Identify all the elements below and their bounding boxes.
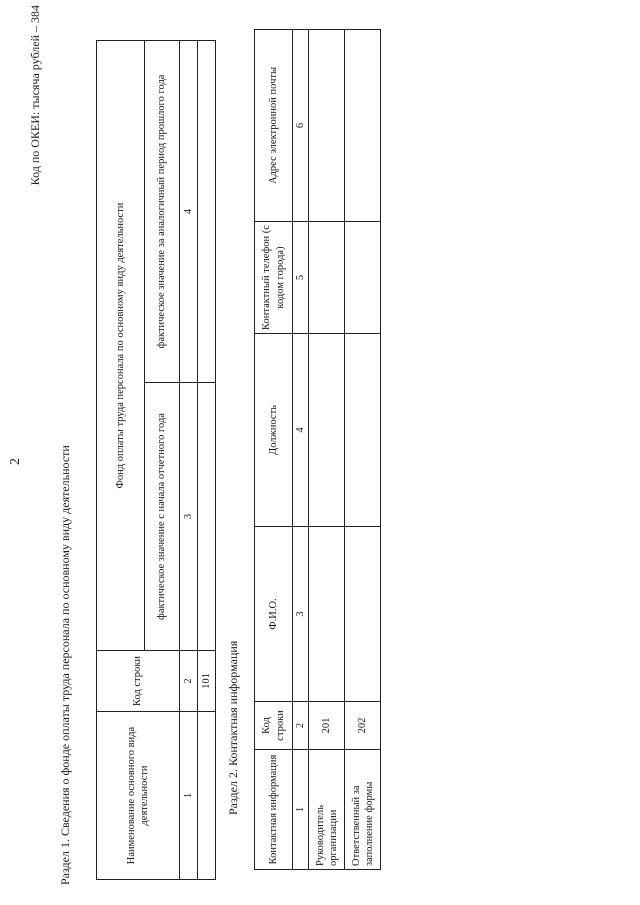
section2-title: Раздел 2. Контактная информация xyxy=(226,640,240,815)
table-row xyxy=(345,30,381,870)
header-line-code: Код строки xyxy=(255,702,293,750)
cell-fio xyxy=(345,527,381,702)
column-number-row xyxy=(293,30,309,870)
section2-table xyxy=(254,29,381,870)
header-line-code: Код строки xyxy=(97,651,180,712)
cell-phone xyxy=(309,222,345,334)
cell-activity xyxy=(198,712,216,880)
cell-actual-current xyxy=(198,383,216,651)
column-number: 3 xyxy=(293,527,309,702)
cell-line-code: 201 xyxy=(309,702,345,750)
section1-title: Раздел 1. Сведения о фонде оплаты труда персонала по основному виду деятельности xyxy=(58,445,72,885)
cell-fio xyxy=(309,527,345,702)
page-number: 2 xyxy=(8,458,23,465)
column-number: 5 xyxy=(293,222,309,334)
column-number: 2 xyxy=(293,702,309,750)
cell-line-code: 202 xyxy=(345,702,381,750)
column-number: 1 xyxy=(293,750,309,870)
column-number: 6 xyxy=(293,30,309,222)
cell-position xyxy=(309,334,345,527)
column-number-row xyxy=(180,41,198,880)
header-position: Должность xyxy=(255,334,293,527)
header-contact-info: Контактная информация xyxy=(255,750,293,870)
header-activity: Наименование основного вида деятельности xyxy=(97,712,180,880)
cell-line-code: 101 xyxy=(198,651,216,712)
cell-actual-previous xyxy=(198,41,216,383)
okei-code: Код по ОКЕИ: тысяча рублей – 384 xyxy=(28,5,42,186)
header-fund: Фонд оплаты труда персонала по основному виду деятельности xyxy=(97,41,145,651)
column-number: 1 xyxy=(180,712,198,880)
header-fio: Ф.И.О. xyxy=(255,527,293,702)
column-number: 4 xyxy=(293,334,309,527)
section1-table xyxy=(96,40,216,880)
header-actual-current: фактическое значение с начала отчетного года xyxy=(145,383,180,651)
column-number: 4 xyxy=(180,41,198,383)
table-row xyxy=(198,41,216,880)
column-number: 3 xyxy=(180,383,198,651)
cell-contact: Ответственный за заполнение формы xyxy=(345,750,381,870)
header-phone: Контактный телефон (с кодом города) xyxy=(255,222,293,334)
header-email: Адрес электронной почты xyxy=(255,30,293,222)
cell-position xyxy=(345,334,381,527)
column-number: 2 xyxy=(180,651,198,712)
cell-contact: Руководитель организации xyxy=(309,750,345,870)
cell-email xyxy=(309,30,345,222)
cell-email xyxy=(345,30,381,222)
cell-phone xyxy=(345,222,381,334)
table-row xyxy=(309,30,345,870)
header-actual-previous: фактическое значение за аналогичный период прошлого года xyxy=(145,41,180,383)
